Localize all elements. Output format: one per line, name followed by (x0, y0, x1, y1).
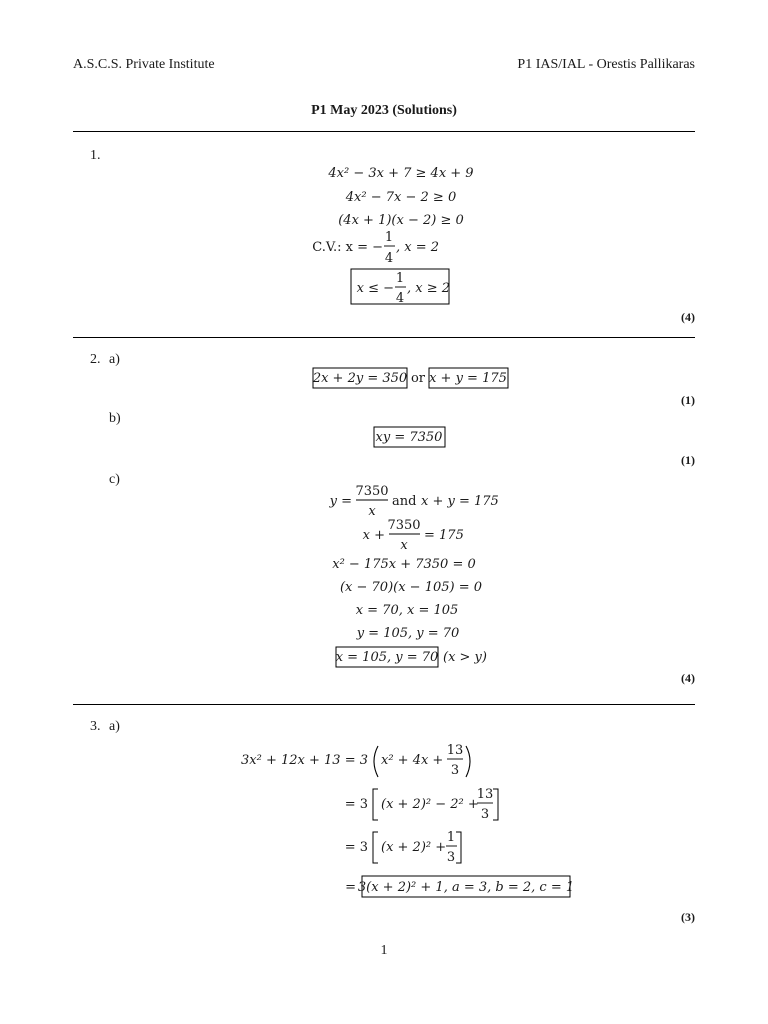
q2c-frac2-den: x (400, 538, 408, 553)
q2c-line2-prefix: x + (362, 528, 385, 543)
left-bracket (373, 789, 378, 820)
q2c-line-6: y = 105, y = 70 (356, 626, 460, 641)
page-number: 1 (380, 943, 388, 958)
q2c-line1-prefix: y = (329, 494, 352, 509)
q2a-marks: (1) (681, 393, 695, 407)
q2c-answer: x = 105, y = 70 (335, 650, 439, 665)
q2c-frac2-num: 7350 (387, 518, 421, 533)
q3-l3-den: 3 (446, 850, 456, 865)
q3-l1-den: 3 (450, 763, 460, 778)
header-institute: A.S.C.S. Private Institute (73, 57, 215, 72)
q3-l3-inner: (x + 2)² + (381, 840, 447, 855)
q3-l1-num: 13 (446, 743, 464, 758)
q2b-label: b) (109, 411, 121, 426)
q2c-frac-num: 7350 (355, 484, 389, 499)
q2a-answer-2: x + y = 175 (429, 371, 507, 386)
q2c-marks: (4) (681, 671, 695, 685)
q2b-working (374, 427, 445, 447)
q3-working (241, 743, 574, 897)
q2c-line-4: (x − 70)(x − 105) = 0 (339, 580, 483, 595)
q1-answer-den: 4 (395, 291, 405, 306)
q1-line-3: (4x + 1)(x − 2) ≥ 0 (338, 213, 464, 228)
left-bracket (373, 832, 378, 863)
q3-l3-eq: = 3 (344, 840, 368, 855)
q1-answer-suffix: , x ≥ 2 (407, 281, 451, 296)
right-bracket (493, 789, 498, 820)
header-author: P1 IAS/IAL - Orestis Pallikaras (517, 57, 695, 72)
q1-line-2: 4x² − 7x − 2 ≥ 0 (345, 190, 457, 205)
q3-number: 3. (90, 719, 101, 734)
q1-marks: (4) (681, 310, 695, 324)
q3-l2-eq: = 3 (344, 797, 368, 812)
q2a-or: or (410, 371, 426, 386)
q3-l4-eq: = (345, 880, 356, 895)
q3-l2-den: 3 (480, 807, 490, 822)
q1-cv-num: 1 (384, 230, 394, 245)
q2-number: 2. (90, 352, 101, 367)
q2c-note: (x > y) (443, 650, 487, 665)
q1-answer-num: 1 (395, 271, 405, 286)
q3-marks: (3) (681, 910, 695, 924)
q1-line-1: 4x² − 3x + 7 ≥ 4x + 9 (328, 166, 474, 181)
q1-cv-suffix: , x = 2 (396, 240, 440, 255)
q3-l1-inner: x² + 4x + (381, 753, 444, 768)
q1-cv-den: 4 (384, 251, 394, 266)
q3-final-answer: 3(x + 2)² + 1, a = 3, b = 2, c = 1 (357, 880, 575, 895)
q2c-line1-suffix: x + y = 175 (421, 494, 499, 509)
q2c-and: and (392, 494, 417, 509)
q2c-line-3: x² − 175x + 7350 = 0 (332, 557, 476, 572)
right-paren (466, 746, 470, 777)
q2c-line-5: x = 70, x = 105 (355, 603, 459, 618)
q1-cv-prefix: C.V.: x = − (312, 240, 383, 255)
q3-l3-num: 1 (446, 830, 456, 845)
q3a-label: a) (109, 719, 120, 734)
q2c-line2-suffix: = 175 (424, 528, 464, 543)
q2c-label: c) (109, 472, 120, 487)
page-title: P1 May 2023 (Solutions) (311, 103, 457, 118)
q2a-label: a) (109, 352, 120, 367)
q2b-marks: (1) (681, 453, 695, 467)
q1-answer-prefix: x ≤ − (356, 281, 394, 296)
q2c-working (329, 484, 499, 667)
q2b-answer: xy = 7350 (375, 430, 443, 445)
q2c-frac-den: x (368, 504, 376, 519)
q3-l2-num: 13 (476, 787, 494, 802)
q3-l2-inner: (x + 2)² − 2² + (381, 797, 479, 812)
left-paren (374, 746, 378, 777)
q3-lhs: 3x² + 12x + 13 = 3 (241, 753, 368, 768)
q1-working (312, 166, 473, 306)
q2a-working (312, 368, 508, 388)
q1-number: 1. (90, 148, 101, 163)
q2a-answer-1: 2x + 2y = 350 (312, 371, 408, 386)
right-bracket (456, 832, 461, 863)
